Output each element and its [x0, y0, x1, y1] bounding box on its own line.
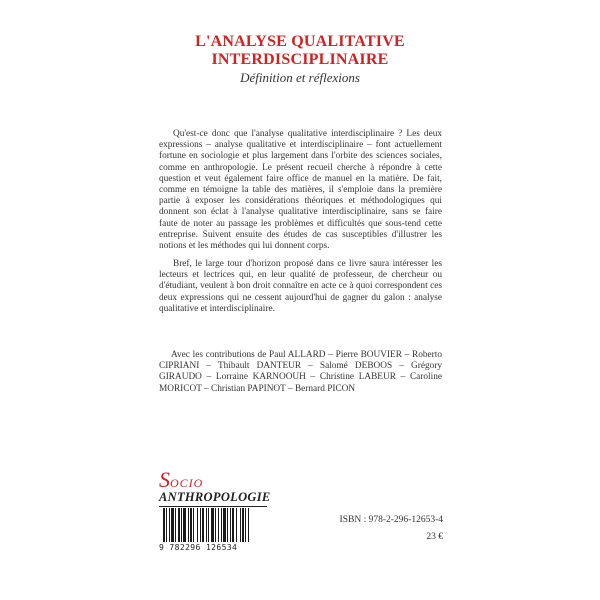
- title-line-1: L'ANALYSE QUALITATIVE: [195, 33, 405, 50]
- subtitle: Définition et réflexions: [240, 70, 360, 85]
- series-name-rest: OCIO: [170, 476, 204, 490]
- series-underline: [159, 506, 267, 507]
- summary-paragraph-1: Qu'est-ce donc que l'analyse qualitative interdisciplinaire ? Les deux expressions – analyse qualitative et interdisciplinaire – font actuellement fortune en sociologie et plus largement dans l'orbite des sciences sociales, comme en anthropologie. Le présent recueil cherche à répondre à cette question et veut également faire office de manuel en la matière. De fait, comme en témoigne la table des matières, il s'emploie dans la première partie à exposer les considérations théoriques et méthodologiques qui donnent son éclat à l'analyse qualitative interdisciplinaire, sans se faire faute de noter au passage les problèmes et difficultés que sous-tend cette entreprise. Suivent ensuite des études de cas susceptibles d'illustrer les notions et les méthodes qui lui donnent corps.: [159, 129, 442, 252]
- isbn-number: ISBN : 978-2-296-12653-4: [339, 515, 443, 525]
- series-name-line-2: ANTHROPOLOGIE: [159, 490, 271, 504]
- series-name-line-1: [159, 467, 299, 492]
- series-initial: S: [159, 467, 170, 492]
- contributors-list: Avec les contributions de Paul ALLARD – Pierre BOUVIER – Roberto CIPRIANI – Thibault DANTEUR – Salomé DEBOOS – Grégory GIRAUDO – Lorraine KARNOOUH – Christine LABEUR – Caroline MORICOT – Christian PAPINOT – Bernard PICON: [159, 350, 442, 394]
- summary-paragraph-2: Bref, le large tour d'horizon proposé dans ce livre saura intéresser les lecteurs et lectrices qui, en leur qualité de professeur, de chercheur ou d'étudiant, veulent à bon droit connaître en acte ce à quoi correspondent ces deux expressions qui ne cessent aujourd'hui de gagner du galon : analyse qualitative et interdisciplinaire.: [159, 259, 442, 314]
- barcode-bars: [159, 508, 277, 544]
- barcode: [159, 508, 277, 544]
- title-line-2: INTERDISCIPLINAIRE: [211, 51, 389, 68]
- price: 23 €: [426, 532, 443, 542]
- series-logo: [159, 469, 299, 507]
- barcode-digits: 9 782296 126534: [159, 543, 238, 552]
